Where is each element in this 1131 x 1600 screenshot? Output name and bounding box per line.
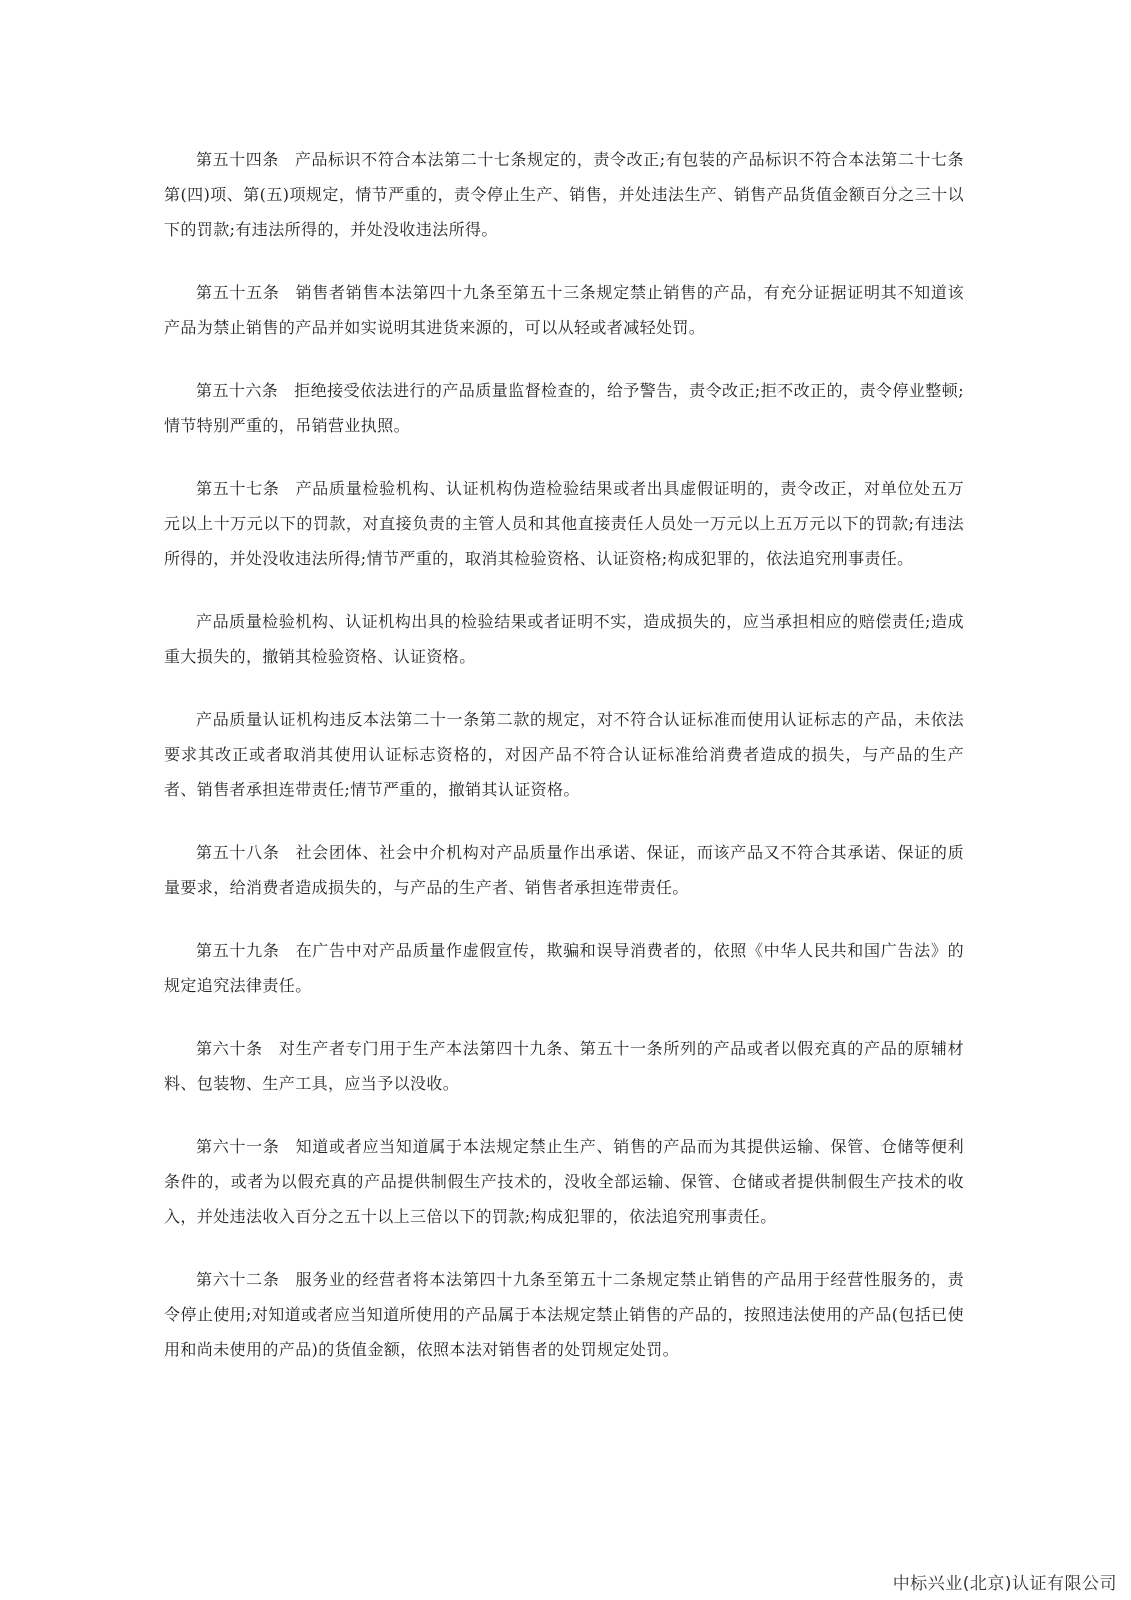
article-text: 知道或者应当知道属于本法规定禁止生产、销售的产品而为其提供运输、保管、仓储等便利条件的，或者为以假充真的产品提供制假生产技术的，没收全部运输、保管、仓储或者提供制假生产技术的收入，并处违法收入百分之五十以上三倍以下的罚款;构成犯罪的，依法追究刑事责任。 — [164, 1137, 964, 1226]
article-number: 第五十七条 — [196, 479, 280, 498]
article-text: 在广告中对产品质量作虚假宣传，欺骗和误导消费者的，依照《中华人民共和国广告法》的规定追究法律责任。 — [164, 941, 964, 995]
article-text: 社会团体、社会中介机构对产品质量作出承诺、保证，而该产品又不符合其承诺、保证的质量要求，给消费者造成损失的，与产品的生产者、销售者承担连带责任。 — [164, 843, 964, 897]
article-number: 第五十六条 — [196, 381, 279, 400]
article-text: 对生产者专门用于生产本法第四十九条、第五十一条所列的产品或者以假充真的产品的原辅材料、包装物、生产工具，应当予以没收。 — [164, 1039, 964, 1093]
article-text: 产品标识不符合本法第二十七条规定的，责令改正;有包装的产品标识不符合本法第二十七条第(四)项、第(五)项规定，情节严重的，责令停止生产、销售，并处违法生产、销售产品货值金额百分之三十以下的罚款;有违法所得的，并处没收违法所得。 — [164, 150, 964, 239]
article-62 — [164, 1262, 964, 1367]
document-body — [164, 142, 964, 1395]
article-57-paragraph-2 — [164, 604, 964, 674]
article-number: 第六十条 — [196, 1039, 263, 1058]
article-text: 销售者销售本法第四十九条至第五十三条规定禁止销售的产品，有充分证据证明其不知道该产品为禁止销售的产品并如实说明其进货来源的，可以从轻或者减轻处罚。 — [164, 283, 964, 337]
article-text: 产品质量认证机构违反本法第二十一条第二款的规定，对不符合认证标准而使用认证标志的产品，未依法要求其改正或者取消其使用认证标志资格的，对因产品不符合认证标准给消费者造成的损失，与产品的生产者、销售者承担连带责任;情节严重的，撤销其认证资格。 — [164, 710, 964, 799]
article-number: 第六十二条 — [196, 1270, 280, 1289]
article-59 — [164, 933, 964, 1003]
article-text: 产品质量检验机构、认证机构出具的检验结果或者证明不实，造成损失的，应当承担相应的赔偿责任;造成重大损失的，撤销其检验资格、认证资格。 — [164, 612, 964, 666]
article-text: 服务业的经营者将本法第四十九条至第五十二条规定禁止销售的产品用于经营性服务的，责令停止使用;对知道或者应当知道所使用的产品属于本法规定禁止销售的产品的，按照违法使用的产品(包括已使用和尚未使用的产品)的货值金额，依照本法对销售者的处罚规定处罚。 — [164, 1270, 964, 1359]
article-number: 第六十一条 — [196, 1137, 280, 1156]
article-text: 产品质量检验机构、认证机构伪造检验结果或者出具虚假证明的，责令改正，对单位处五万元以上十万元以下的罚款，对直接负责的主管人员和其他直接责任人员处一万元以上五万元以下的罚款;有违法所得的，并处没收违法所得;情节严重的，取消其检验资格、认证资格;构成犯罪的，依法追究刑事责任。 — [164, 479, 964, 568]
article-text: 拒绝接受依法进行的产品质量监督检查的，给予警告，责令改正;拒不改正的，责令停业整顿;情节特别严重的，吊销营业执照。 — [164, 381, 964, 435]
article-54 — [164, 142, 964, 247]
article-57 — [164, 471, 964, 576]
article-57-paragraph-3 — [164, 702, 964, 807]
article-56 — [164, 373, 964, 443]
article-58 — [164, 835, 964, 905]
article-number: 第五十五条 — [196, 283, 280, 302]
footer-company-name: 中标兴业(北京)认证有限公司 — [892, 1574, 1117, 1594]
article-55 — [164, 275, 964, 345]
article-number: 第五十九条 — [196, 941, 280, 960]
article-number: 第五十四条 — [196, 150, 279, 169]
article-61 — [164, 1129, 964, 1234]
article-60 — [164, 1031, 964, 1101]
article-number: 第五十八条 — [196, 843, 280, 862]
